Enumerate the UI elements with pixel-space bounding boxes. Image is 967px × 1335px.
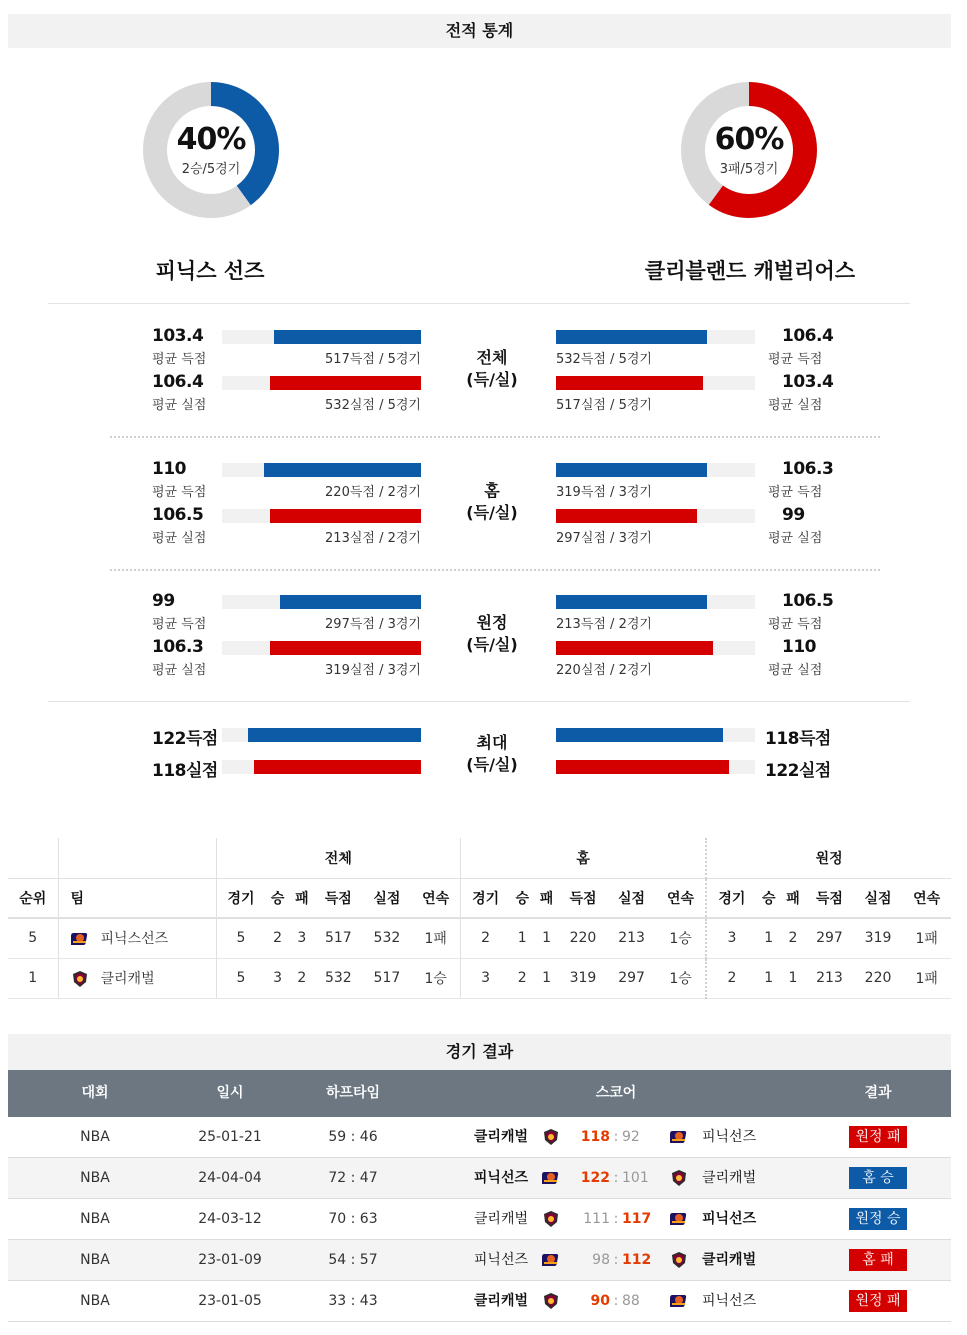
team-b-win-pct: 60% — [714, 122, 784, 157]
home-team-logo — [542, 1292, 572, 1310]
team-a-against-track — [222, 641, 421, 655]
col-total-5: 득점 — [314, 878, 363, 918]
away-stat-cell: 1 — [781, 958, 805, 998]
home-stat-cell: 3 — [461, 958, 510, 998]
team-b-for-bar — [556, 330, 707, 344]
result-badge: 원정 승 — [849, 1208, 907, 1230]
away-team-name[interactable]: 클리캐벌 — [702, 1252, 757, 1268]
date-cell: 24-03-12 — [198, 1211, 262, 1227]
away-team-name[interactable]: 클리캐벌 — [702, 1170, 757, 1186]
away-score: 117 — [622, 1211, 652, 1227]
home-team-name[interactable]: 피닉선즈 — [473, 1170, 528, 1186]
score-separator: : — [613, 1129, 619, 1145]
result-row[interactable] — [8, 1199, 951, 1240]
team-a-for-total: 297득점 / 3경기 — [325, 617, 421, 632]
team-cell[interactable] — [58, 958, 216, 998]
col-home-3: 승 — [510, 878, 534, 918]
away-team-name[interactable]: 피닉선즈 — [702, 1129, 757, 1145]
team-a-avg-for: 99 — [152, 591, 175, 611]
home-score: 118 — [580, 1129, 610, 1145]
away-stat-cell: 297 — [805, 918, 854, 958]
table-row[interactable] — [8, 918, 951, 958]
team-a-avg-for: 103.4 — [152, 326, 204, 346]
section-label — [452, 347, 532, 391]
max-label-title: 최대 — [476, 733, 508, 752]
team-a-max-against-bar — [254, 760, 421, 774]
team-b-avg-for: 106.5 — [782, 591, 834, 611]
max-label — [452, 732, 532, 776]
section-label-title: 원정 — [476, 613, 508, 632]
away-stat-cell: 3 — [706, 918, 756, 958]
team-name: 클리캐벌 — [100, 971, 155, 987]
away-stat-cell: 1 — [757, 958, 781, 998]
away-team-logo — [670, 1128, 700, 1146]
league-cell: NBA — [80, 1211, 110, 1227]
section-label — [452, 612, 532, 656]
date-cell: 25-01-21 — [198, 1129, 262, 1145]
team-a-avg-against: 106.5 — [152, 505, 204, 525]
team-b-max-for-track — [556, 728, 755, 742]
team-a-max-against: 118실점 — [152, 761, 218, 781]
total-stat-cell: 5 — [216, 918, 265, 958]
team-a-avg-for-label: 평균 득점 — [152, 485, 207, 500]
col-away-2: 경기 — [706, 878, 756, 918]
team-b-avg-for-label: 평균 득점 — [768, 352, 823, 367]
team-b-against-total: 297실점 / 3경기 — [556, 531, 652, 546]
col-total-4: 패 — [290, 878, 314, 918]
date-cell: 24-04-04 — [198, 1170, 262, 1186]
team-a-against-bar — [270, 509, 421, 523]
away-team-logo — [670, 1251, 700, 1269]
away-stat-cell: 213 — [805, 958, 854, 998]
league-cell: NBA — [80, 1293, 110, 1309]
suns-logo-icon — [542, 1251, 560, 1269]
col-away-5: 득점 — [805, 878, 854, 918]
away-stat-cell: 1패 — [902, 918, 951, 958]
section-label-sub: (득/실) — [466, 503, 518, 522]
team-a-against-track — [222, 509, 421, 523]
blank-header — [58, 838, 216, 878]
team-a-against-track — [222, 376, 421, 390]
team-b-avg-for-label: 평균 득점 — [768, 485, 823, 500]
home-team-name[interactable]: 클리캐벌 — [473, 1293, 528, 1309]
results-header-row — [8, 1070, 951, 1117]
halftime-cell: 54 : 57 — [328, 1252, 378, 1268]
team-a-name: 피닉스 선즈 — [155, 259, 265, 283]
total-stat-cell: 2 — [290, 958, 314, 998]
home-score: 122 — [580, 1170, 610, 1186]
home-score: 90 — [590, 1293, 610, 1309]
team-b-max-against-track — [556, 760, 755, 774]
away-team-logo — [670, 1169, 700, 1187]
away-stat-cell: 319 — [854, 918, 903, 958]
home-stat-cell: 220 — [559, 918, 608, 958]
team-a-against-total: 319실점 / 3경기 — [325, 663, 421, 678]
col-home-5: 득점 — [559, 878, 608, 918]
total-stat-cell: 532 — [363, 918, 412, 958]
home-team-logo — [542, 1128, 572, 1146]
team-b-for-bar — [556, 595, 707, 609]
table-row[interactable] — [8, 958, 951, 998]
standings-body — [8, 918, 951, 998]
team-b-for-total: 532득점 / 5경기 — [556, 352, 652, 367]
team-a-for-total: 220득점 / 2경기 — [325, 485, 421, 500]
team-b-win-donut — [681, 82, 817, 218]
team-b-max-for: 118득점 — [765, 729, 831, 749]
col-date: 일시 — [216, 1085, 244, 1101]
result-badge: 원정 패 — [849, 1126, 907, 1148]
col-total-7: 연속 — [411, 878, 460, 918]
team-b-avg-against-label: 평균 실점 — [768, 531, 823, 546]
rank-cell: 1 — [8, 958, 58, 998]
team-name: 피닉스선즈 — [100, 931, 169, 948]
stats-section-header: 전적 통계 — [8, 14, 951, 48]
away-team-logo — [670, 1210, 700, 1228]
home-team-logo — [542, 1210, 572, 1228]
halftime-cell: 70 : 63 — [328, 1211, 378, 1227]
away-stat-cell: 220 — [854, 958, 903, 998]
league-cell: NBA — [80, 1129, 110, 1145]
home-stat-cell: 2 — [461, 918, 510, 958]
score-separator: : — [613, 1211, 619, 1227]
team-b-record: 3패/5경기 — [719, 162, 779, 177]
col-home-4: 패 — [534, 878, 558, 918]
col-halftime: 하프타임 — [325, 1085, 381, 1101]
team-a-avg-against: 106.3 — [152, 637, 204, 657]
team-a-win-pct: 40% — [176, 122, 246, 157]
dotted-divider — [110, 436, 880, 438]
team-a-avg-for-label: 평균 득점 — [152, 617, 207, 632]
suns-logo-icon — [670, 1128, 688, 1146]
score-separator: : — [613, 1293, 619, 1309]
home-team-logo — [542, 1251, 572, 1269]
away-stat-cell: 2 — [781, 918, 805, 958]
home-stat-cell: 1승 — [656, 918, 706, 958]
team-b-for-total: 213득점 / 2경기 — [556, 617, 652, 632]
away-team-name[interactable]: 피닉선즈 — [702, 1293, 757, 1309]
col-away-6: 실점 — [854, 878, 903, 918]
total-stat-cell: 532 — [314, 958, 363, 998]
away-score: 112 — [622, 1252, 652, 1268]
score-separator: : — [613, 1170, 619, 1186]
section-label-sub: (득/실) — [466, 370, 518, 389]
suns-logo-icon — [670, 1210, 688, 1228]
team-a-max-against-track — [222, 760, 421, 774]
team-a-max-for-bar — [248, 728, 421, 742]
team-a-avg-against-label: 평균 실점 — [152, 398, 207, 413]
col-league: 대회 — [81, 1085, 109, 1101]
team-b-max-against-bar — [556, 760, 729, 774]
home-stat-cell: 1 — [534, 958, 558, 998]
divider — [48, 303, 910, 304]
section-label-sub: (득/실) — [466, 635, 518, 654]
cavs-logo-icon — [542, 1210, 560, 1228]
col-score: 스코어 — [595, 1085, 637, 1101]
team-b-avg-against: 99 — [782, 505, 805, 525]
total-stat-cell: 1승 — [411, 958, 460, 998]
halftime-cell: 59 : 46 — [328, 1129, 378, 1145]
team-a-for-track — [222, 330, 421, 344]
team-b-max-against: 122실점 — [765, 761, 831, 781]
home-team-name[interactable]: 피닉선즈 — [473, 1252, 528, 1268]
team-a-for-track — [222, 595, 421, 609]
col-team: 팀 — [58, 878, 216, 918]
team-a-max-for: 122득점 — [152, 729, 218, 749]
cavs-logo-icon — [542, 1128, 560, 1146]
halftime-cell: 72 : 47 — [328, 1170, 378, 1186]
total-stat-cell: 517 — [363, 958, 412, 998]
suns-logo-icon — [71, 930, 89, 948]
home-team-logo — [542, 1169, 572, 1187]
max-label-sub: (득/실) — [466, 755, 518, 774]
team-b-name: 클리블랜드 캐벌리어스 — [644, 259, 856, 283]
result-row[interactable] — [8, 1281, 951, 1322]
team-b-against-bar — [556, 641, 713, 655]
cavs-logo-icon — [542, 1292, 560, 1310]
date-cell: 23-01-09 — [198, 1252, 262, 1268]
team-a-win-donut — [143, 82, 279, 218]
home-team-name[interactable]: 클리캐벌 — [473, 1211, 528, 1227]
team-cell[interactable] — [58, 918, 216, 958]
score-separator: : — [613, 1252, 619, 1268]
total-stat-cell: 3 — [265, 958, 289, 998]
home-score: 111 — [583, 1211, 610, 1227]
team-a-against-total: 213실점 / 2경기 — [325, 531, 421, 546]
away-score: 101 — [622, 1170, 649, 1186]
team-a-against-bar — [270, 641, 421, 655]
away-stat-cell: 2 — [706, 958, 756, 998]
cavs-logo-icon — [670, 1251, 688, 1269]
team-b-avg-against: 110 — [782, 637, 816, 657]
col-total-6: 실점 — [363, 878, 412, 918]
team-b-for-bar — [556, 463, 707, 477]
team-a-avg-against: 106.4 — [152, 372, 204, 392]
col-away-7: 연속 — [902, 878, 951, 918]
team-b-avg-for: 106.4 — [782, 326, 834, 346]
league-cell: NBA — [80, 1170, 110, 1186]
team-b-avg-for: 106.3 — [782, 459, 834, 479]
home-stat-cell: 1 — [534, 918, 558, 958]
home-stat-cell: 2 — [510, 958, 534, 998]
team-b-against-bar — [556, 509, 697, 523]
col-home-7: 연속 — [656, 878, 706, 918]
team-b-avg-against-label: 평균 실점 — [768, 663, 823, 678]
group-home: 홈 — [461, 838, 707, 878]
team-b-against-total: 220실점 / 2경기 — [556, 663, 652, 678]
dotted-divider — [110, 569, 880, 571]
team-b-against-track — [556, 509, 755, 523]
league-cell: NBA — [80, 1252, 110, 1268]
team-a-avg-against-label: 평균 실점 — [152, 663, 207, 678]
total-stat-cell: 1패 — [411, 918, 460, 958]
result-row[interactable] — [8, 1117, 951, 1158]
team-b-avg-for-label: 평균 득점 — [768, 617, 823, 632]
team-b-for-total: 319득점 / 3경기 — [556, 485, 652, 500]
col-total-2: 경기 — [216, 878, 265, 918]
result-badge: 원정 패 — [849, 1290, 907, 1312]
group-total: 전체 — [216, 838, 461, 878]
col-away-4: 패 — [781, 878, 805, 918]
team-a-avg-for: 110 — [152, 459, 186, 479]
col-result: 결과 — [864, 1085, 892, 1101]
blank-header — [8, 838, 58, 878]
away-team-logo — [670, 1292, 700, 1310]
group-away: 원정 — [706, 838, 951, 878]
date-cell: 23-01-05 — [198, 1293, 262, 1309]
team-b-for-track — [556, 330, 755, 344]
team-b-for-track — [556, 463, 755, 477]
away-team-name[interactable]: 피닉선즈 — [702, 1211, 757, 1227]
standings-subheader — [8, 878, 951, 918]
rank-cell: 5 — [8, 918, 58, 958]
total-stat-cell: 5 — [216, 958, 265, 998]
result-row[interactable] — [8, 1240, 951, 1281]
total-stat-cell: 2 — [265, 918, 289, 958]
suns-logo-icon — [542, 1169, 560, 1187]
home-stat-cell: 1 — [510, 918, 534, 958]
col-home-6: 실점 — [607, 878, 656, 918]
home-stat-cell: 1승 — [656, 958, 706, 998]
team-b-against-bar — [556, 376, 703, 390]
result-row[interactable] — [8, 1158, 951, 1199]
result-badge: 홈 패 — [849, 1249, 907, 1271]
team-a-max-for-track — [222, 728, 421, 742]
team-b-avg-against-label: 평균 실점 — [768, 398, 823, 413]
home-stat-cell: 319 — [559, 958, 608, 998]
team-a-for-bar — [274, 330, 421, 344]
total-stat-cell: 517 — [314, 918, 363, 958]
halftime-cell: 33 : 43 — [328, 1293, 378, 1309]
team-a-record: 2승/5경기 — [181, 162, 241, 177]
team-b-against-total: 517실점 / 5경기 — [556, 398, 652, 413]
home-score: 98 — [592, 1252, 610, 1268]
team-a-for-total: 517득점 / 5경기 — [325, 352, 421, 367]
cavs-logo-icon — [670, 1169, 688, 1187]
col-total-3: 승 — [265, 878, 289, 918]
team-a-for-track — [222, 463, 421, 477]
away-stat-cell: 1 — [757, 918, 781, 958]
team-b-against-track — [556, 376, 755, 390]
col-rank: 순위 — [8, 878, 58, 918]
team-b-max-for-bar — [556, 728, 723, 742]
team-a-avg-for-label: 평균 득점 — [152, 352, 207, 367]
section-label — [452, 480, 532, 524]
home-stat-cell: 213 — [607, 918, 656, 958]
section-label-title: 전체 — [476, 348, 508, 367]
team-b-for-track — [556, 595, 755, 609]
team-b-avg-against: 103.4 — [782, 372, 834, 392]
team-a-against-bar — [270, 376, 421, 390]
result-badge: 홈 승 — [849, 1167, 907, 1189]
suns-logo-icon — [670, 1292, 688, 1310]
home-stat-cell: 297 — [607, 958, 656, 998]
team-a-against-total: 532실점 / 5경기 — [325, 398, 421, 413]
team-a-avg-against-label: 평균 실점 — [152, 531, 207, 546]
col-away-3: 승 — [757, 878, 781, 918]
team-a-for-bar — [264, 463, 421, 477]
standings-table — [8, 838, 951, 999]
cavs-logo-icon — [71, 970, 89, 988]
team-b-against-track — [556, 641, 755, 655]
away-score: 88 — [622, 1293, 640, 1309]
away-stat-cell: 1패 — [902, 958, 951, 998]
total-stat-cell: 3 — [290, 918, 314, 958]
divider — [48, 701, 910, 702]
away-score: 92 — [622, 1129, 640, 1145]
section-label-title: 홈 — [484, 481, 500, 500]
team-a-for-bar — [280, 595, 421, 609]
home-team-name[interactable]: 클리캐벌 — [473, 1129, 528, 1145]
col-home-2: 경기 — [461, 878, 510, 918]
results-section-header: 경기 결과 — [8, 1034, 951, 1070]
